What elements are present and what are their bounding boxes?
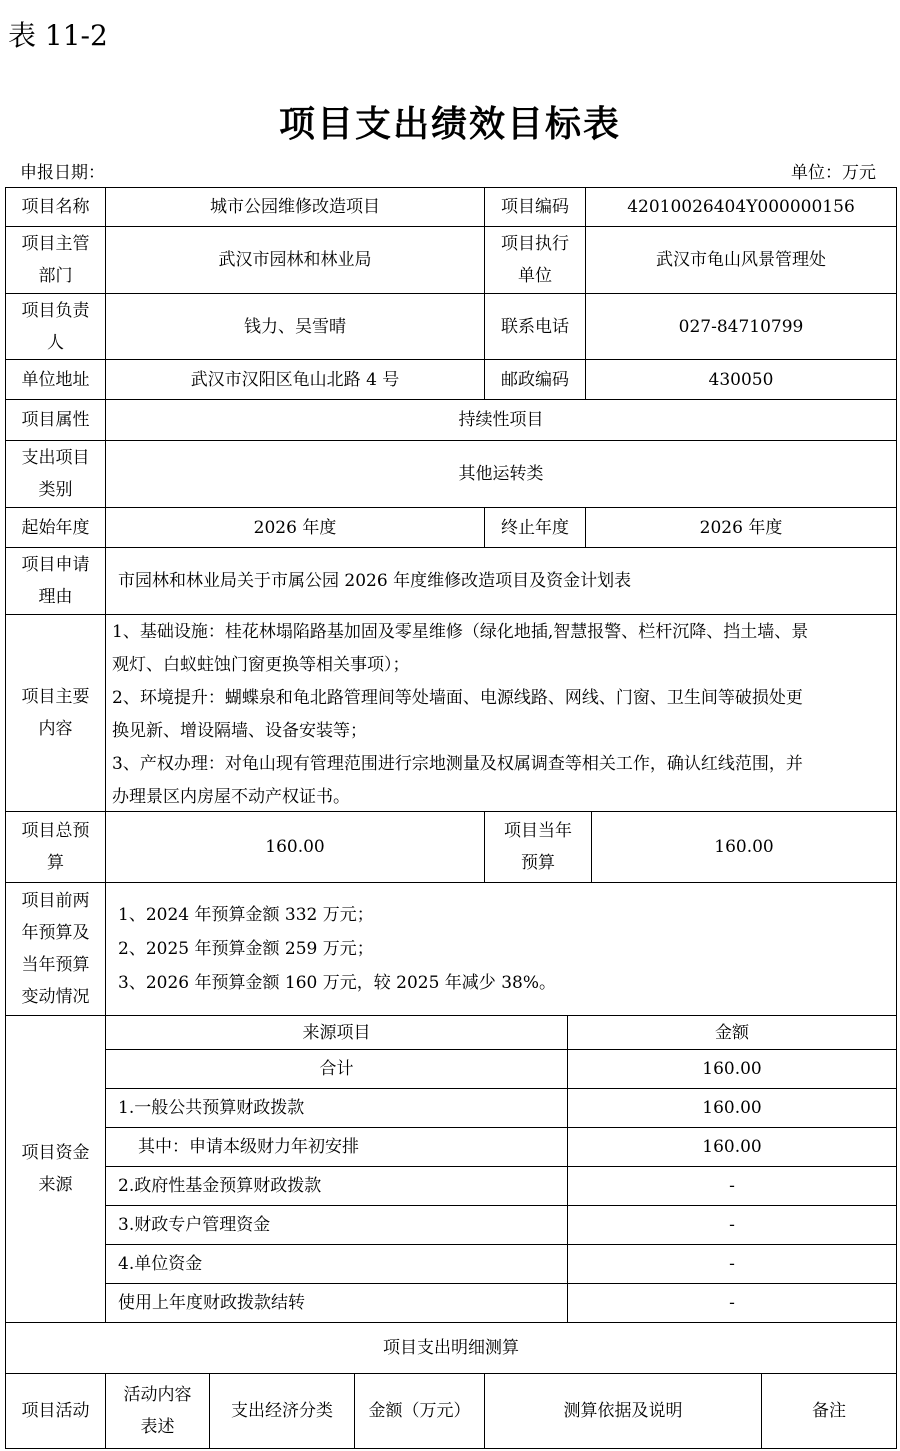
detail-section-title: 项目支出明细测算 bbox=[5, 1322, 897, 1374]
reason-value: 市园林和林业局关于市属公园 2026 年度维修改造项目及资金计划表 bbox=[105, 547, 897, 615]
detail-col-amount: 金额（万元） bbox=[354, 1373, 485, 1449]
funding-row-amount: - bbox=[567, 1205, 897, 1245]
content-label: 项目主要 内容 bbox=[5, 614, 106, 812]
funding-row-amount: - bbox=[567, 1166, 897, 1206]
end-year-value: 2026 年度 bbox=[585, 507, 897, 548]
table-number: 表 11-2 bbox=[8, 19, 108, 52]
funding-row-source: 2.政府性基金预算财政拨款 bbox=[105, 1166, 568, 1206]
address-label: 单位地址 bbox=[5, 359, 106, 400]
funding-row-amount: 160.00 bbox=[567, 1088, 897, 1128]
content-line: 3、产权办理：对龟山现有管理范围进行宗地测量及权属调查等相关工作，确认红线范围，并 bbox=[112, 754, 803, 774]
lead-value: 钱力、吴雪晴 bbox=[105, 293, 485, 360]
category-label: 支出项目 类别 bbox=[5, 440, 106, 508]
end-year-label: 终止年度 bbox=[484, 507, 586, 548]
project-code-label: 项目编码 bbox=[484, 187, 586, 227]
funding-row-amount: - bbox=[567, 1283, 897, 1323]
total-budget-value: 160.00 bbox=[105, 811, 485, 883]
exec-unit-label: 项目执行 单位 bbox=[484, 226, 586, 294]
funding-row-source: 其中：申请本级财力年初安排 bbox=[105, 1127, 568, 1167]
address-value: 武汉市汉阳区龟山北路 4 号 bbox=[105, 359, 485, 400]
category-value: 其他运转类 bbox=[105, 440, 897, 508]
budget-change-line: 3、2026 年预算金额 160 万元，较 2025 年减少 38%。 bbox=[118, 973, 556, 993]
total-budget-label: 项目总预 算 bbox=[5, 811, 106, 883]
content-value bbox=[105, 614, 897, 812]
start-year-value: 2026 年度 bbox=[105, 507, 485, 548]
funding-row-source: 3.财政专户管理资金 bbox=[105, 1205, 568, 1245]
detail-col-activity: 项目活动 bbox=[5, 1373, 106, 1449]
funding-row-source: 合计 bbox=[105, 1049, 568, 1089]
attr-value: 持续性项目 bbox=[105, 399, 897, 441]
project-code-value: 42010026404Y000000156 bbox=[585, 187, 897, 227]
document-title: 项目支出绩效目标表 bbox=[278, 104, 621, 145]
content-line: 2、环境提升：蝴蝶泉和龟北路管理间等处墙面、电源线路、网线、门窗、卫生间等破损处更 bbox=[112, 688, 803, 708]
dept-label: 项目主管 部门 bbox=[5, 226, 106, 294]
content-line: 观灯、白蚁蛀蚀门窗更换等相关事项）； bbox=[112, 655, 410, 675]
current-budget-value: 160.00 bbox=[591, 811, 897, 883]
detail-col-basis: 测算依据及说明 bbox=[484, 1373, 762, 1449]
funding-row-amount: 160.00 bbox=[567, 1127, 897, 1167]
unit-label: 单位：万元 bbox=[791, 163, 876, 183]
funding-source-header: 来源项目 bbox=[105, 1015, 568, 1050]
phone-label: 联系电话 bbox=[484, 293, 586, 360]
postcode-value: 430050 bbox=[585, 359, 897, 400]
postcode-label: 邮政编码 bbox=[484, 359, 586, 400]
budget-change-value bbox=[105, 882, 897, 1016]
exec-unit-value: 武汉市龟山风景管理处 bbox=[585, 226, 897, 294]
budget-change-label: 项目前两 年预算及 当年预算 变动情况 bbox=[5, 882, 106, 1016]
budget-change-line: 2、2025 年预算金额 259 万元； bbox=[118, 939, 374, 959]
detail-col-remark: 备注 bbox=[761, 1373, 897, 1449]
dept-value: 武汉市园林和林业局 bbox=[105, 226, 485, 294]
content-line: 办理景区内房屋不动产权证书。 bbox=[112, 787, 350, 807]
funding-row-amount: - bbox=[567, 1244, 897, 1284]
reason-label: 项目申请 理由 bbox=[5, 547, 106, 615]
funding-row-source: 1.一般公共预算财政拨款 bbox=[105, 1088, 568, 1128]
budget-change-line: 1、2024 年预算金额 332 万元； bbox=[118, 905, 374, 925]
funding-label: 项目资金 来源 bbox=[5, 1015, 106, 1323]
content-line: 1、基础设施：桂花林塌陷路基加固及零星维修（绿化地插,智慧报警、栏杆沉降、挡土墙、景 bbox=[112, 622, 809, 642]
funding-row-amount: 160.00 bbox=[567, 1049, 897, 1089]
content-line: 换见新、增设隔墙、设备安装等； bbox=[112, 721, 367, 741]
project-name-value: 城市公园维修改造项目 bbox=[105, 187, 485, 227]
project-name-label: 项目名称 bbox=[5, 187, 106, 227]
funding-amount-header: 金额 bbox=[567, 1015, 897, 1050]
attr-label: 项目属性 bbox=[5, 399, 106, 441]
lead-label: 项目负责 人 bbox=[5, 293, 106, 360]
funding-row-source: 使用上年度财政拨款结转 bbox=[105, 1283, 568, 1323]
detail-col-desc: 活动内容 表述 bbox=[105, 1373, 210, 1449]
phone-value: 027-84710799 bbox=[585, 293, 897, 360]
funding-row-source: 4.单位资金 bbox=[105, 1244, 568, 1284]
current-budget-label: 项目当年 预算 bbox=[484, 811, 592, 883]
report-date-label: 申报日期： bbox=[20, 163, 105, 183]
detail-col-econ: 支出经济分类 bbox=[209, 1373, 355, 1449]
start-year-label: 起始年度 bbox=[5, 507, 106, 548]
